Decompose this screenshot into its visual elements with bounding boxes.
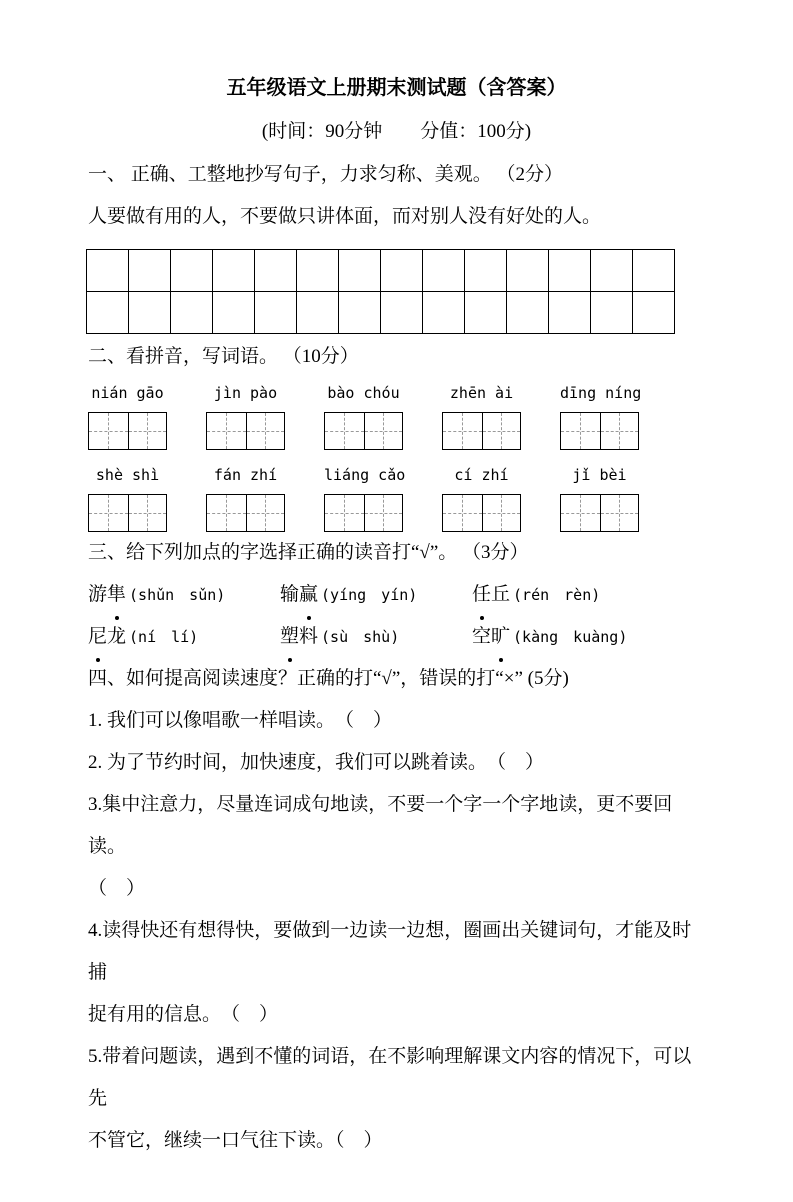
pinyin-units-row1 — [88, 380, 705, 450]
copy-cell — [549, 292, 591, 334]
reading-options: (yíng yín) — [321, 586, 418, 604]
reading-options: (sù shù) — [321, 628, 400, 646]
tian-zi-ge-cell — [443, 495, 482, 531]
question-line: 3.集中注意力，尽量连词成句地读，不要一个字一个字地读，更不要回读。 — [88, 794, 673, 857]
exam-info: (时间：90分钟 分值：100分) — [261, 121, 532, 142]
question-item-4 — [88, 910, 705, 1036]
copy-cell — [633, 292, 675, 334]
writing-box — [442, 494, 521, 532]
tian-zi-ge-cell — [207, 495, 246, 531]
tian-zi-ge-cell — [364, 413, 403, 449]
copy-cell — [423, 250, 465, 292]
pinyin-label: nián gāo — [91, 384, 164, 402]
question-line: 4.读得快还有想得快，要做到一边读一边想，圈画出关键词句，才能及时捕 — [88, 920, 692, 983]
dotted-char: 旷 — [491, 616, 510, 658]
word-char: 输 — [280, 584, 300, 605]
pinyin-label: shè shì — [95, 466, 160, 484]
copy-cell — [381, 250, 423, 292]
copy-cell — [549, 250, 591, 292]
writing-box — [324, 412, 403, 450]
section3-heading: 三、给下列加点的字选择正确的读音打“√”。 （3分） — [88, 542, 529, 563]
copy-cell — [381, 292, 423, 334]
question-item-1 — [88, 700, 705, 742]
tian-zi-ge-cell — [443, 413, 482, 449]
tian-zi-ge-cell — [246, 495, 285, 531]
target-word — [472, 626, 510, 647]
pinyin-word-unit — [206, 462, 285, 532]
pinyin-word-unit — [324, 380, 403, 450]
writing-box — [560, 494, 639, 532]
copy-cell — [465, 250, 507, 292]
writing-box — [206, 494, 285, 532]
pinyin-label: zhēn ài — [449, 384, 514, 402]
copy-cell — [87, 250, 129, 292]
question-line: 5.带着问题读，遇到不懂的词语，在不影响理解课文内容的情况下，可以先 — [88, 1046, 692, 1109]
tian-zi-ge-cell — [561, 495, 600, 531]
copy-cell — [591, 250, 633, 292]
question-line: 捉有用的信息。 （ ） — [88, 1004, 279, 1025]
copy-cell — [633, 250, 675, 292]
pronunciation-item — [472, 616, 627, 658]
copy-cell — [171, 250, 213, 292]
copy-grid-row — [87, 292, 675, 334]
target-word — [88, 626, 126, 647]
question-item-3 — [88, 784, 705, 910]
dotted-char: 尼 — [88, 616, 107, 658]
pronunciation-item — [472, 574, 600, 616]
target-word — [280, 584, 318, 605]
section2-heading: 二、看拼音，写词语。 （10分） — [88, 346, 359, 367]
word-char: 丘 — [491, 584, 511, 605]
pinyin-label: bào chóu — [327, 384, 400, 402]
writing-box — [324, 494, 403, 532]
copy-cell — [255, 250, 297, 292]
tian-zi-ge-cell — [482, 413, 521, 449]
pinyin-word-unit — [88, 462, 167, 532]
reading-options: (ní lí) — [129, 628, 199, 646]
word-char: 空 — [472, 626, 492, 647]
copy-cell — [339, 250, 381, 292]
word-char: 游 — [88, 584, 108, 605]
tian-zi-ge-cell — [246, 413, 285, 449]
word-char: 料 — [299, 626, 319, 647]
pinyin-word-unit — [560, 380, 642, 450]
pinyin-label: jǐ bèi — [572, 466, 627, 484]
copy-cell — [213, 250, 255, 292]
tian-zi-ge-cell — [482, 495, 521, 531]
question-line: 1. 我们可以像唱歌一样唱读。 （ ） — [88, 710, 393, 731]
copy-cell — [87, 292, 129, 334]
pronunciation-item — [280, 616, 472, 658]
tian-zi-ge-cell — [600, 413, 639, 449]
pinyin-group-2 — [88, 462, 705, 532]
copy-cell — [339, 292, 381, 334]
pinyin-label: fán zhí — [213, 466, 278, 484]
target-word — [88, 584, 126, 605]
tian-zi-ge-cell — [89, 413, 128, 449]
page-title: 五年级语文上册期末测试题（含答案） — [226, 77, 567, 99]
tian-zi-ge-cell — [207, 413, 246, 449]
copy-writing-grid — [86, 249, 675, 334]
pronunciation-item — [280, 574, 472, 616]
question-line: 2. 为了节约时间，加快速度，我们可以跳着读。 （ ） — [88, 752, 545, 773]
copy-cell — [129, 292, 171, 334]
pronunciation-row2 — [88, 616, 705, 658]
pinyin-word-unit — [206, 380, 285, 450]
writing-box — [560, 412, 639, 450]
dotted-char: 隼 — [107, 574, 126, 616]
dotted-char: 任 — [472, 574, 491, 616]
tian-zi-ge-cell — [325, 495, 364, 531]
reading-options: (kàng kuàng) — [513, 628, 628, 646]
question-line: （ ） — [88, 878, 146, 899]
reading-options: (shǔn sǔn) — [129, 586, 226, 604]
pinyin-word-unit — [324, 462, 406, 532]
pinyin-word-unit — [88, 380, 167, 450]
copy-cell — [507, 292, 549, 334]
dotted-char: 赢 — [299, 574, 318, 616]
writing-box — [88, 412, 167, 450]
writing-box — [88, 494, 167, 532]
question-item-5 — [88, 1036, 705, 1162]
copy-cell — [423, 292, 465, 334]
section1-heading: 一、 正确、工整地抄写句子，力求匀称、美观。 （2分） — [88, 164, 564, 185]
copy-cell — [255, 292, 297, 334]
tian-zi-ge-cell — [364, 495, 403, 531]
copy-cell — [297, 292, 339, 334]
copy-grid-row — [87, 250, 675, 292]
pinyin-label: liáng cǎo — [324, 466, 406, 484]
dotted-char: 塑 — [280, 616, 299, 658]
tian-zi-ge-cell — [128, 413, 167, 449]
section1-sentence: 人要做有用的人，不要做只讲体面，而对别人没有好处的人。 — [88, 206, 602, 227]
word-char: 龙 — [107, 626, 127, 647]
question-line: 不管它，继续一口气往下读。（ ） — [88, 1130, 383, 1151]
pinyin-group-1 — [88, 380, 705, 450]
writing-box — [442, 412, 521, 450]
copy-cell — [465, 292, 507, 334]
target-word — [472, 584, 510, 605]
pinyin-word-unit — [442, 380, 521, 450]
pinyin-label: jìn pào — [213, 384, 278, 402]
copy-cell — [213, 292, 255, 334]
pronunciation-row1 — [88, 574, 705, 616]
tian-zi-ge-cell — [89, 495, 128, 531]
tian-zi-ge-cell — [600, 495, 639, 531]
pronunciation-item — [88, 616, 280, 658]
pinyin-label: dīng níng — [560, 384, 642, 402]
pinyin-units-row2 — [88, 462, 705, 532]
target-word — [280, 626, 318, 647]
copy-cell — [297, 250, 339, 292]
pronunciation-item — [88, 574, 280, 616]
question-item-2 — [88, 742, 705, 784]
copy-cell — [171, 292, 213, 334]
pinyin-word-unit — [560, 462, 639, 532]
tian-zi-ge-cell — [561, 413, 600, 449]
copy-cell — [591, 292, 633, 334]
reading-options: (rén rèn) — [513, 586, 601, 604]
section4-heading: 四、如何提高阅读速度？正确的打“√”，错误的打“×” (5分) — [88, 668, 569, 689]
tian-zi-ge-cell — [325, 413, 364, 449]
copy-cell — [507, 250, 549, 292]
copy-cell — [129, 250, 171, 292]
writing-box — [206, 412, 285, 450]
tian-zi-ge-cell — [128, 495, 167, 531]
pinyin-label: cí zhí — [454, 466, 509, 484]
pinyin-word-unit — [442, 462, 521, 532]
